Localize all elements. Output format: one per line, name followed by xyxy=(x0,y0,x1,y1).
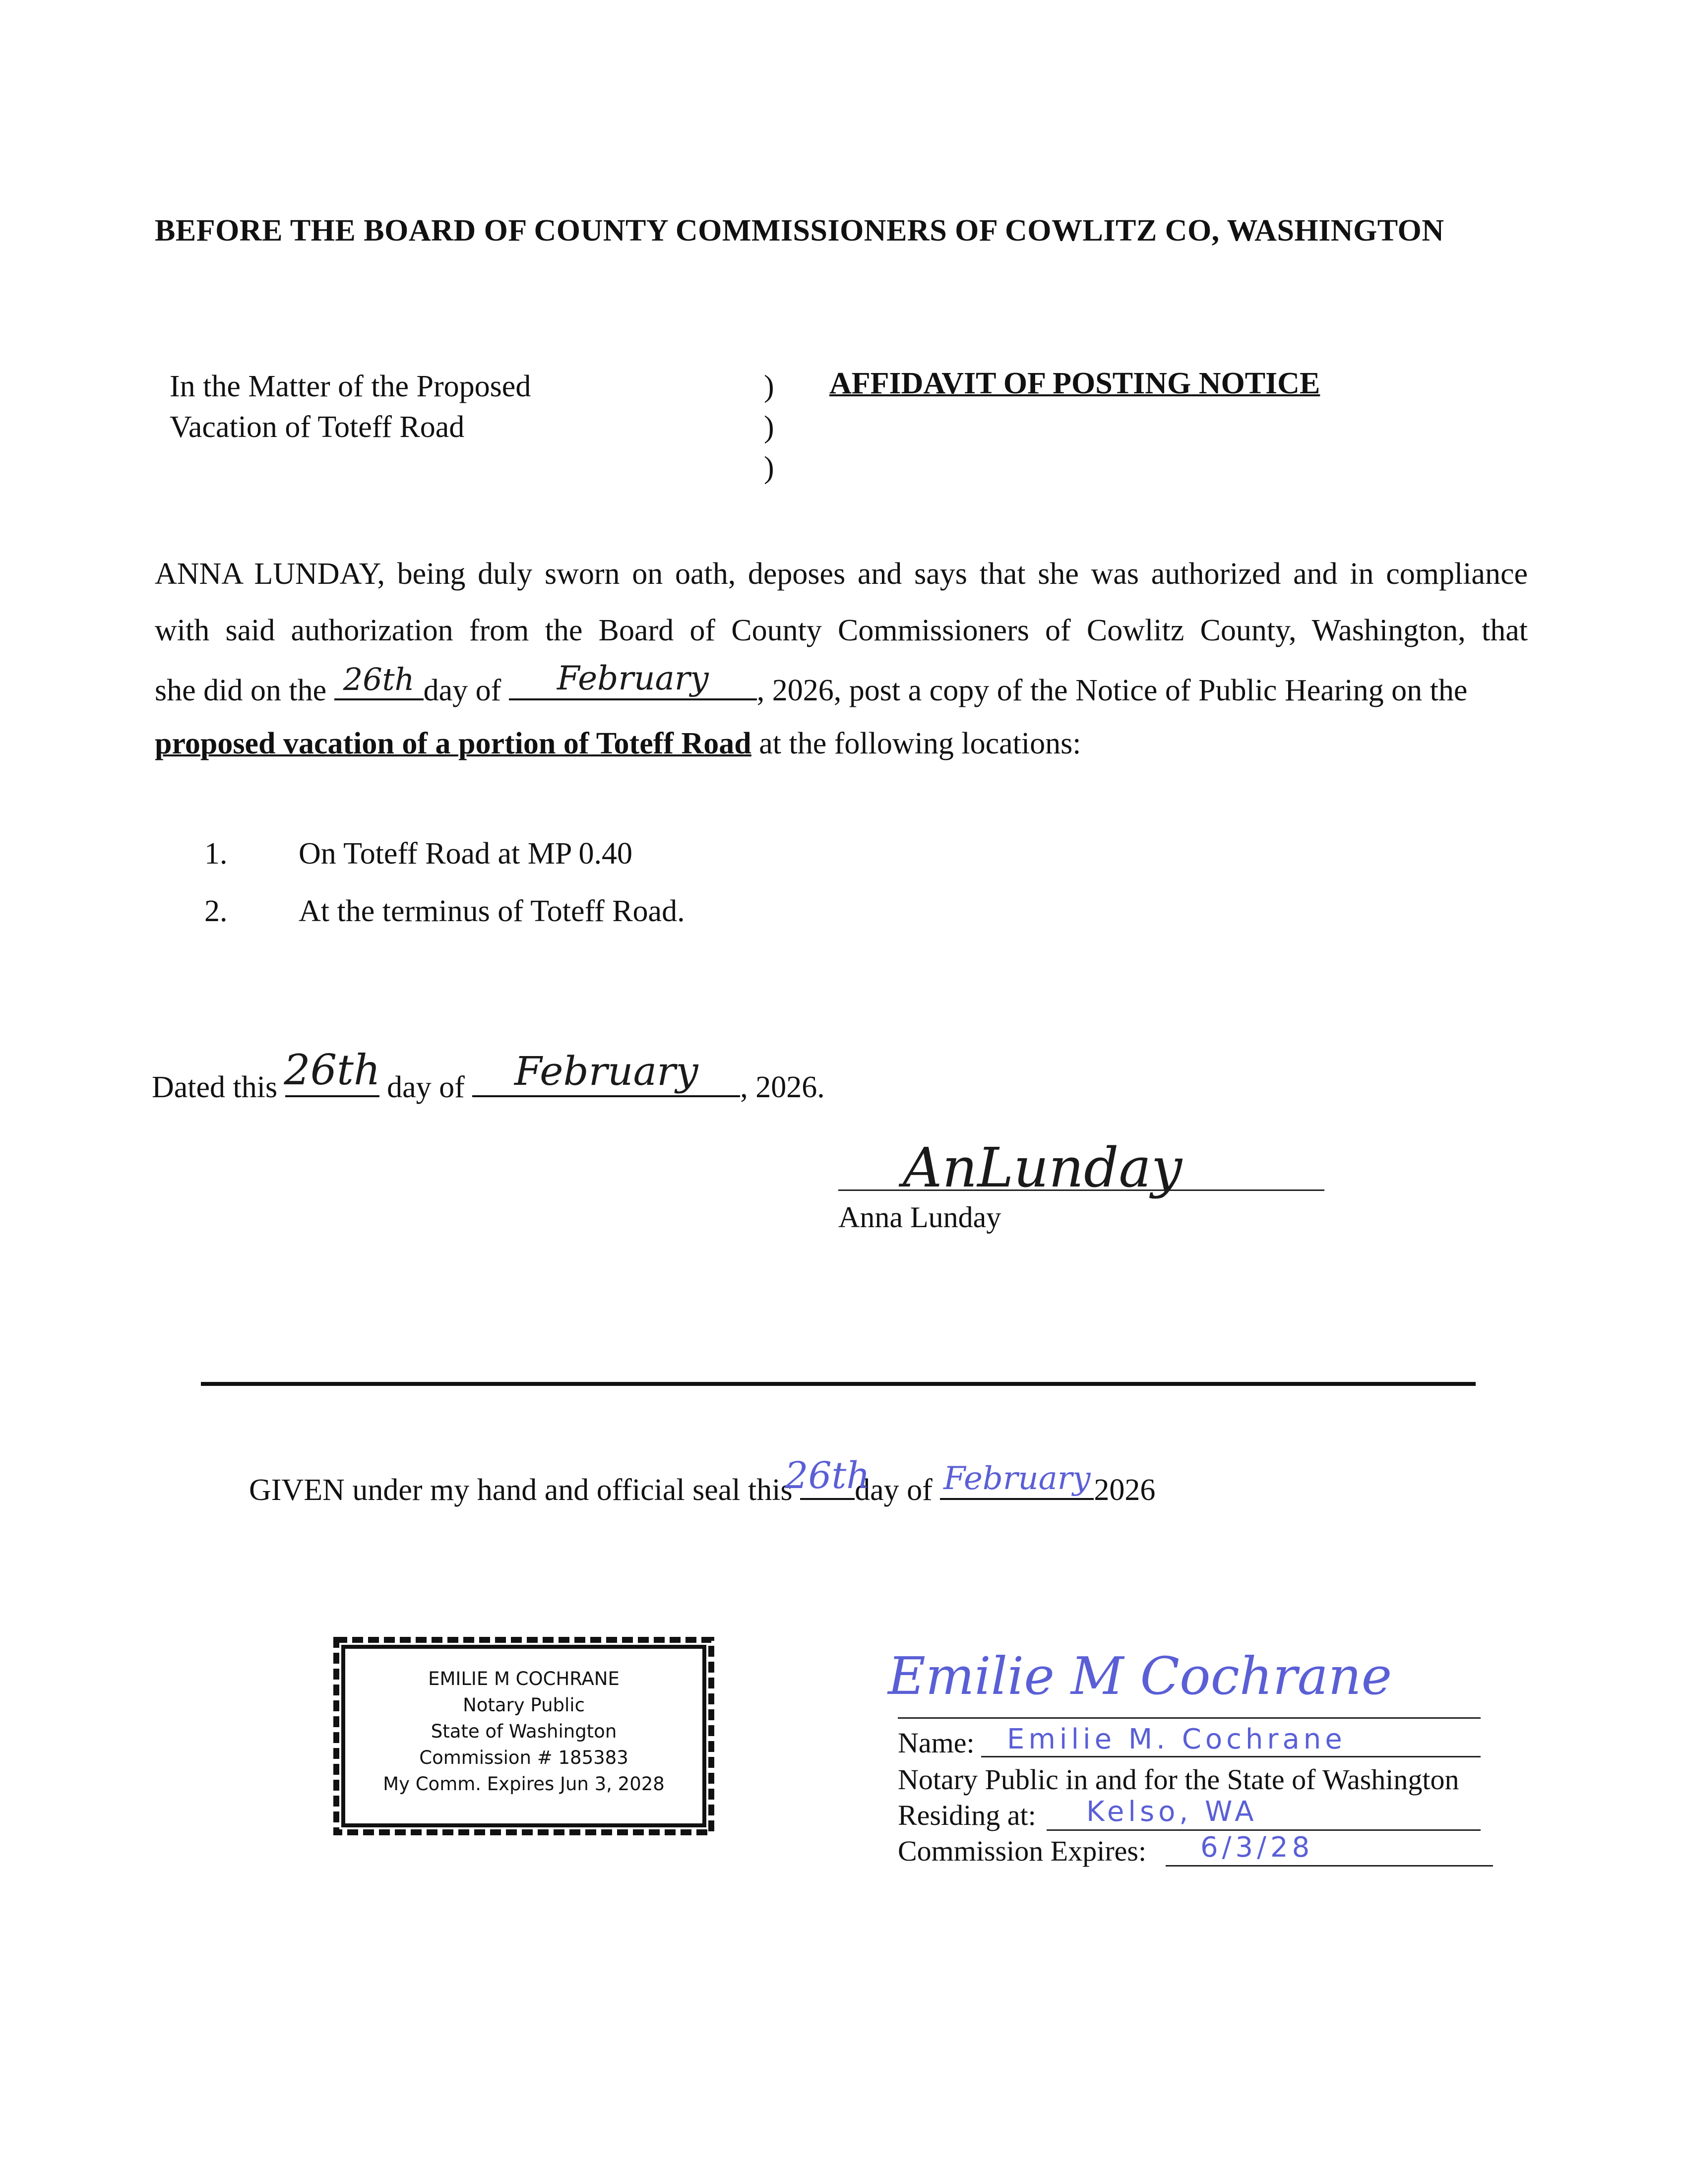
body-line-2: with said authorization from the Board of County Commissioners of Cowlitz County, Washington, that xyxy=(155,614,1528,647)
notary-name-label: Name: xyxy=(898,1727,975,1759)
body-line-3-start: she did on the xyxy=(155,674,327,707)
given-month-blank xyxy=(940,1460,1094,1500)
body-line-4 xyxy=(155,726,1528,761)
given-line xyxy=(249,1454,1156,1508)
given-day-blank xyxy=(785,1454,870,1500)
notary-residing-line xyxy=(1047,1829,1481,1831)
notary-residing-handwritten: Kelso, WA xyxy=(1086,1796,1258,1828)
posting-month-handwritten: February xyxy=(557,659,709,697)
location-number-1: 1. xyxy=(204,837,228,871)
notary-name-handwritten: Emilie M. Cochrane xyxy=(1007,1723,1346,1755)
notary-seal xyxy=(333,1637,714,1835)
caption-line-2: Vacation of Toteff Road xyxy=(170,410,465,444)
dated-prefix: Dated this xyxy=(152,1070,278,1104)
seal-state: State of Washington xyxy=(431,1721,617,1742)
location-text-1: On Toteff Road at MP 0.40 xyxy=(299,837,633,871)
notary-signature-line xyxy=(898,1717,1481,1719)
notary-expires-line xyxy=(1166,1865,1493,1867)
paren-3: ) xyxy=(764,451,774,485)
body-line-3 xyxy=(155,659,1528,708)
notary-signature: Emilie M Cochrane xyxy=(888,1646,1392,1706)
caption-parentheses xyxy=(764,366,774,488)
affiant-signature: AnLunday xyxy=(903,1136,1183,1199)
case-caption xyxy=(170,366,531,447)
court-title: BEFORE THE BOARD OF COUNTY COMMISSIONERS OF COWLITZ CO, WASHINGTON xyxy=(155,214,1444,248)
seal-title: Notary Public xyxy=(463,1694,585,1716)
document-title: AFFIDAVIT OF POSTING NOTICE xyxy=(829,367,1320,400)
given-suffix: 2026 xyxy=(1094,1473,1156,1507)
body-line-3-dayof: day of xyxy=(423,674,501,707)
seal-expiration: My Comm. Expires Jun 3, 2028 xyxy=(383,1773,665,1795)
dated-line xyxy=(152,1046,825,1105)
notary-expires-label: Commission Expires: xyxy=(898,1835,1147,1867)
notary-name-row xyxy=(898,1726,975,1759)
seal-text xyxy=(333,1666,714,1797)
affiant-name: Anna Lunday xyxy=(838,1201,1001,1234)
body-line-4-rest: at the following locations: xyxy=(751,727,1081,760)
given-prefix: GIVEN under my hand and official seal this xyxy=(249,1473,793,1507)
notary-name-line xyxy=(981,1756,1481,1757)
posting-day-blank xyxy=(334,661,424,700)
dated-dayof: day of xyxy=(387,1070,465,1104)
given-dayof: day of xyxy=(855,1473,933,1507)
body-line-1: ANNA LUNDAY, being duly sworn on oath, deposes and says that she was authorized and in compliance xyxy=(155,557,1528,591)
paren-1: ) xyxy=(764,370,774,403)
dated-day-blank xyxy=(284,1046,380,1097)
location-number-2: 2. xyxy=(204,894,228,928)
dated-month-blank xyxy=(472,1048,740,1097)
notary-state-line: Notary Public in and for the State of Washington xyxy=(898,1763,1459,1796)
section-divider xyxy=(201,1382,1476,1386)
notary-expires-handwritten: 6/3/28 xyxy=(1200,1831,1314,1864)
given-day-handwritten: 26th xyxy=(785,1454,870,1497)
paren-2: ) xyxy=(764,410,774,444)
posting-day-handwritten: 26th xyxy=(343,661,415,697)
posting-month-blank xyxy=(509,659,757,700)
seal-commission-number: Commission # 185383 xyxy=(419,1747,628,1768)
caption-line-1: In the Matter of the Proposed xyxy=(170,370,531,403)
vacation-subject: proposed vacation of a portion of Toteff Road xyxy=(155,727,751,760)
given-month-handwritten: February xyxy=(943,1460,1091,1497)
dated-day-handwritten: 26th xyxy=(284,1046,380,1094)
body-line-3-end: , 2026, post a copy of the Notice of Public Hearing on the xyxy=(756,674,1468,707)
dated-month-handwritten: February xyxy=(514,1048,698,1094)
dated-suffix: , 2026. xyxy=(740,1070,825,1104)
affiant-signature-line xyxy=(838,1189,1324,1191)
notary-residing-label: Residing at: xyxy=(898,1799,1036,1831)
location-text-2: At the terminus of Toteff Road. xyxy=(299,894,685,928)
seal-notary-name: EMILIE M COCHRANE xyxy=(428,1668,620,1689)
